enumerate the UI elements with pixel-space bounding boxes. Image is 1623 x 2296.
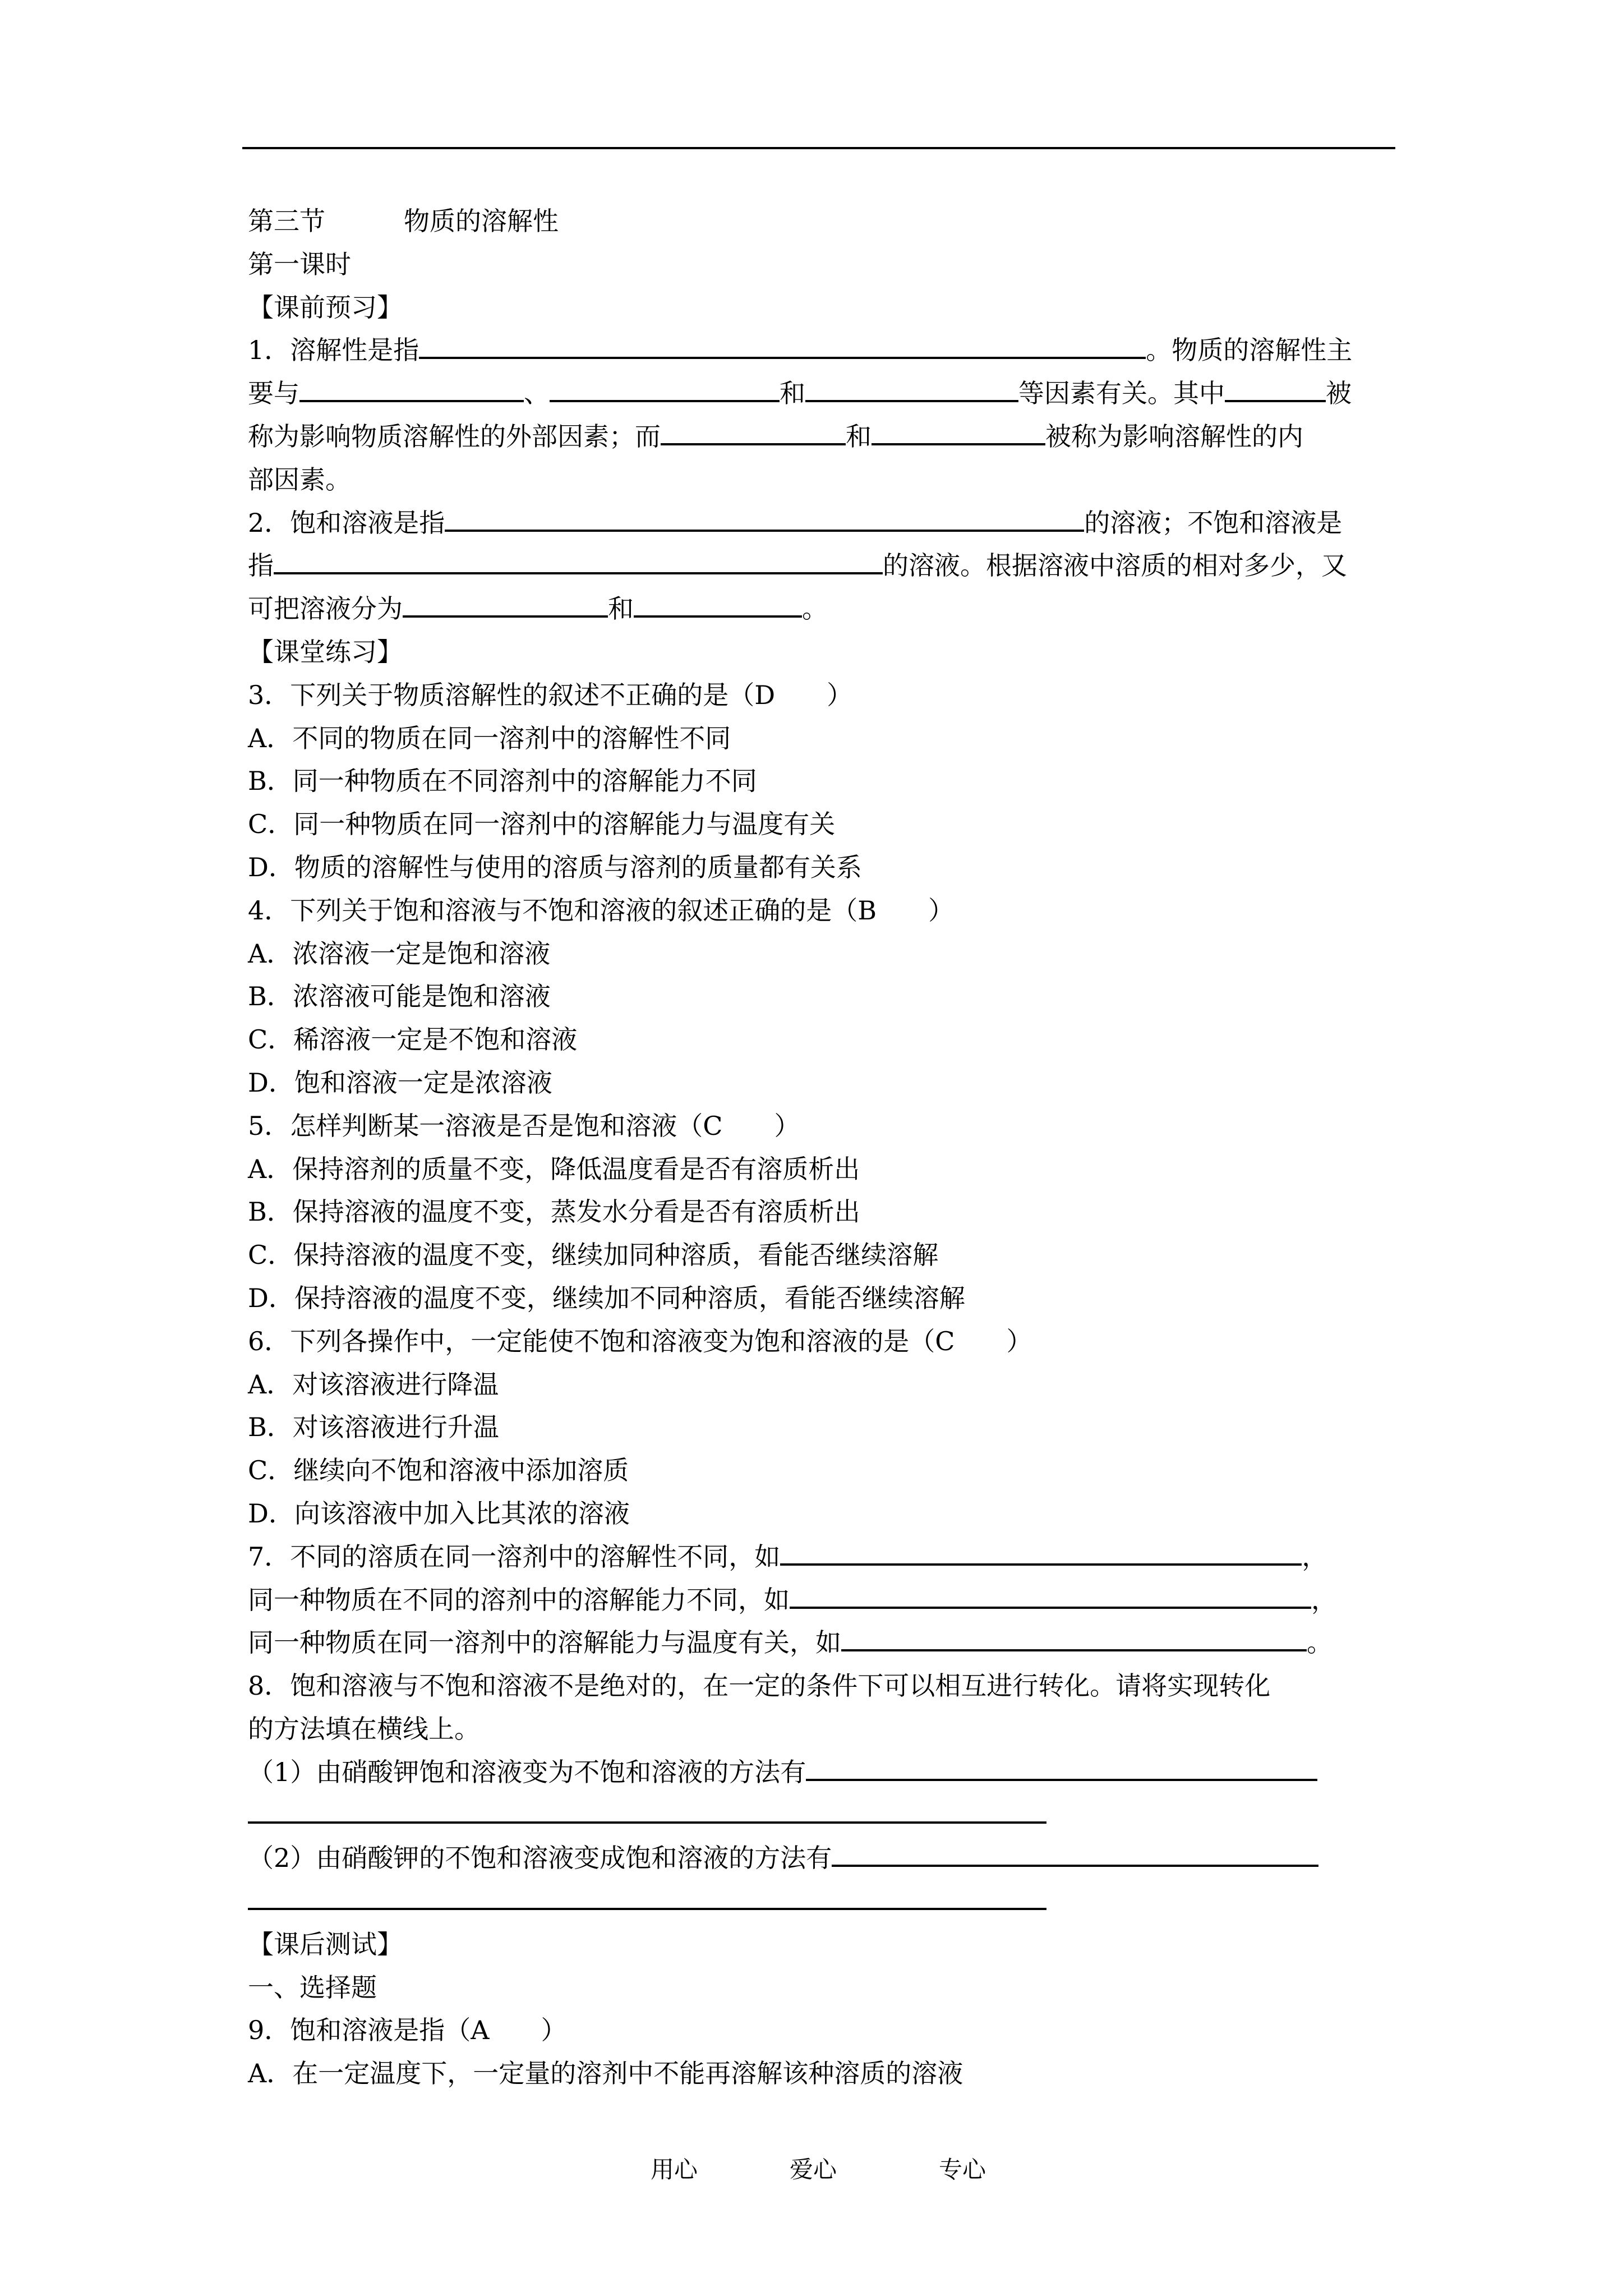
answer-blank[interactable] [872,417,1045,445]
answer-blank[interactable] [248,1796,1046,1824]
q6-option-b[interactable]: B．对该溶液进行升温 [248,1412,499,1443]
q8-part2: （2）由硝酸钾的不饱和溶液变成饱和溶液的方法有 [248,1837,1403,1880]
page-footer [0,2153,1623,2187]
answer-blank[interactable] [780,1538,1302,1566]
footer-word: 用心 [651,2156,698,2183]
answer-blank[interactable] [661,417,846,445]
answer-blank[interactable] [832,1839,1318,1867]
q2-line3: 可把溶液分为 和 。 [248,587,1403,631]
q8-line1: 8．饱和溶液与不饱和溶液不是绝对的，在一定的条件下可以相互进行转化。请将实现转化 [248,1671,1271,1701]
answer-blank[interactable] [841,1623,1307,1651]
preview-header: 【课前预习】 [248,292,403,323]
q1-line2: 要与 、 和 等因素有关。其中 被 [248,372,1403,415]
q8-part1: （1）由硝酸钾饱和溶液变为不饱和溶液的方法有 [248,1751,1403,1794]
q7-line1: 7．不同的溶质在同一溶剂中的溶解性不同，如 ， [248,1535,1403,1579]
after-class-header: 【课后测试】 [248,1929,403,1959]
answer-blank[interactable] [550,374,780,402]
q3-option-d[interactable]: D．物质的溶解性与使用的溶质与溶剂的质量都有关系 [248,852,862,882]
section-topic: 物质的溶解性 [404,206,559,236]
q6-stem: 6．下列各操作中，一定能使不饱和溶液变为饱和溶液的是（C ） [248,1326,1032,1356]
q4-option-a[interactable]: A．浓溶液一定是饱和溶液 [248,938,551,969]
footer-word: 爱心 [790,2156,837,2183]
q2-line1: 2．饱和溶液是指 的溶液；不饱和溶液是 [248,501,1403,545]
q2-line2: 指 的溶液。根据溶液中溶质的相对多少，又 [248,544,1403,587]
lesson-title: 第一课时 [248,249,351,279]
document-body [248,200,1403,2095]
q8-part2-continuation [248,1880,1403,1923]
answer-blank[interactable] [274,546,883,574]
header-rule [242,147,1395,149]
q6-option-c[interactable]: C．继续向不饱和溶液中添加溶质 [248,1455,629,1486]
q9-option-a[interactable]: A．在一定温度下，一定量的溶剂中不能再溶解该种溶质的溶液 [248,2058,963,2089]
q6-option-d[interactable]: D．向该溶液中加入比其浓的溶液 [248,1498,630,1529]
q4-option-c[interactable]: C．稀溶液一定是不饱和溶液 [248,1024,578,1055]
q5-option-c[interactable]: C．保持溶液的温度不变，继续加同种溶质，看能否继续溶解 [248,1240,939,1271]
q5-stem: 5．怎样判断某一溶液是否是饱和溶液（C ） [248,1110,800,1141]
q3-option-c[interactable]: C．同一种物质在同一溶剂中的溶解能力与温度有关 [248,809,836,840]
footer-word: 专心 [939,2156,986,2183]
q3-option-b[interactable]: B．同一种物质在不同溶剂中的溶解能力不同 [248,766,757,797]
q7-line3: 同一种物质在同一溶剂中的溶解能力与温度有关，如 。 [248,1621,1403,1664]
answer-blank[interactable] [806,1753,1317,1781]
answer-blank[interactable] [805,374,1018,402]
practice-header: 【课堂练习】 [248,636,403,667]
q4-option-d[interactable]: D．饱和溶液一定是浓溶液 [248,1067,552,1098]
section-title [248,200,1403,243]
q5-option-b[interactable]: B．保持溶液的温度不变，蒸发水分看是否有溶质析出 [248,1197,860,1227]
q9-stem: 9．饱和溶液是指（A ） [248,2015,567,2046]
q1-line1: 1．溶解性是指 。物质的溶解性主 [248,329,1403,372]
q3-stem: 3．下列关于物质溶解性的叙述不正确的是（D ） [248,679,853,710]
q5-option-a[interactable]: A．保持溶剂的质量不变，降低温度看是否有溶质析出 [248,1153,860,1184]
q4-stem: 4．下列关于饱和溶液与不饱和溶液的叙述正确的是（B ） [248,895,955,926]
answer-blank[interactable] [1225,374,1326,402]
q4-option-b[interactable]: B．浓溶液可能是饱和溶液 [248,981,551,1012]
answer-blank[interactable] [403,590,608,618]
section-number: 第三节 [248,206,325,236]
q3-option-a[interactable]: A．不同的物质在同一溶剂中的溶解性不同 [248,723,731,753]
answer-blank[interactable] [419,331,1146,359]
q8-part1-continuation [248,1793,1403,1837]
answer-blank[interactable] [790,1581,1311,1609]
part-one-title: 一、选择题 [248,1972,377,2003]
q5-option-d[interactable]: D．保持溶液的温度不变，继续加不同种溶质，看能否继续溶解 [248,1282,965,1313]
q7-line2: 同一种物质在不同的溶剂中的溶解能力不同，如 ， [248,1579,1403,1622]
q6-option-a[interactable]: A．对该溶液进行降温 [248,1369,499,1400]
q1-line4: 部因素。 [248,464,351,495]
answer-blank[interactable] [299,374,524,402]
q1-line3: 称为影响物质溶解性的外部因素；而 和 被称为影响溶解性的内 [248,415,1403,458]
answer-blank[interactable] [248,1882,1046,1910]
answer-blank[interactable] [445,504,1084,532]
q8-line2: 的方法填在横线上。 [248,1713,480,1744]
answer-blank[interactable] [634,590,802,618]
